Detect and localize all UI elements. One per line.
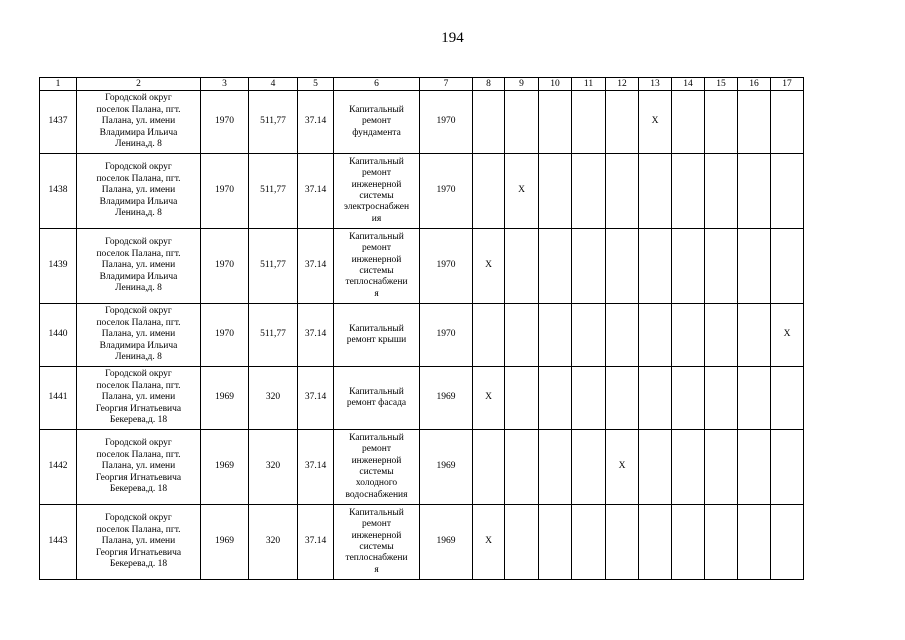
mark-cell bbox=[539, 91, 572, 154]
column-header: 13 bbox=[639, 78, 672, 91]
mark-cell bbox=[473, 154, 505, 229]
mark-cell: X bbox=[606, 430, 639, 505]
mark-cell bbox=[639, 304, 672, 367]
mark-cell bbox=[639, 154, 672, 229]
table-row bbox=[40, 430, 804, 505]
mark-cell bbox=[606, 505, 639, 580]
mark-cell bbox=[705, 505, 738, 580]
area-cell: 511,77 bbox=[249, 91, 298, 154]
mark-cell bbox=[738, 367, 771, 430]
mark-cell bbox=[606, 367, 639, 430]
row-number-cell: 1437 bbox=[40, 91, 77, 154]
mark-cell bbox=[705, 91, 738, 154]
mark-cell bbox=[539, 154, 572, 229]
address-cell: Городской округ поселок Палана, пгт. Палана, ул. имени Владимира Ильича Ленина,д. 8 bbox=[77, 154, 201, 229]
mark-cell bbox=[606, 229, 639, 304]
mark-cell bbox=[672, 91, 705, 154]
year-built-cell: 1969 bbox=[201, 430, 249, 505]
work-type-cell: Капитальный ремонт фасада bbox=[334, 367, 420, 430]
mark-cell bbox=[738, 430, 771, 505]
mark-cell: X bbox=[771, 304, 804, 367]
mark-cell bbox=[738, 91, 771, 154]
mark-cell bbox=[771, 430, 804, 505]
column-header: 3 bbox=[201, 78, 249, 91]
table-row bbox=[40, 154, 804, 229]
row-number-cell: 1439 bbox=[40, 229, 77, 304]
column-header: 5 bbox=[298, 78, 334, 91]
year-built-cell: 1969 bbox=[201, 367, 249, 430]
table-row bbox=[40, 367, 804, 430]
mark-cell bbox=[771, 367, 804, 430]
column-header: 10 bbox=[539, 78, 572, 91]
address-cell: Городской округ поселок Палана, пгт. Палана, ул. имени Георгия Игнатьевича Бекерева,д. 18 bbox=[77, 367, 201, 430]
year-built-cell: 1970 bbox=[201, 154, 249, 229]
mark-cell bbox=[572, 304, 606, 367]
mark-cell bbox=[771, 505, 804, 580]
mark-cell bbox=[672, 304, 705, 367]
mark-cell bbox=[572, 430, 606, 505]
table-row bbox=[40, 505, 804, 580]
plan-year-cell: 1969 bbox=[420, 367, 473, 430]
mark-cell bbox=[505, 505, 539, 580]
column-header: 6 bbox=[334, 78, 420, 91]
plan-year-cell: 1970 bbox=[420, 229, 473, 304]
mark-cell bbox=[505, 229, 539, 304]
row-number-cell: 1438 bbox=[40, 154, 77, 229]
mark-cell bbox=[505, 367, 539, 430]
work-type-cell: Капитальный ремонт инженерной системы теплоснабжени я bbox=[334, 505, 420, 580]
mark-cell bbox=[639, 229, 672, 304]
wear-cell: 37.14 bbox=[298, 367, 334, 430]
mark-cell bbox=[771, 91, 804, 154]
mark-cell bbox=[505, 91, 539, 154]
mark-cell bbox=[539, 430, 572, 505]
column-header: 1 bbox=[40, 78, 77, 91]
mark-cell: X bbox=[473, 229, 505, 304]
address-cell: Городской округ поселок Палана, пгт. Палана, ул. имени Владимира Ильича Ленина,д. 8 bbox=[77, 91, 201, 154]
mark-cell: X bbox=[639, 91, 672, 154]
address-cell: Городской округ поселок Палана, пгт. Палана, ул. имени Георгия Игнатьевича Бекерева,д. 18 bbox=[77, 505, 201, 580]
mark-cell bbox=[572, 229, 606, 304]
mark-cell bbox=[505, 430, 539, 505]
column-header: 2 bbox=[77, 78, 201, 91]
mark-cell bbox=[672, 430, 705, 505]
mark-cell bbox=[705, 430, 738, 505]
plan-year-cell: 1970 bbox=[420, 91, 473, 154]
mark-cell bbox=[572, 367, 606, 430]
wear-cell: 37.14 bbox=[298, 91, 334, 154]
mark-cell: X bbox=[505, 154, 539, 229]
column-header: 7 bbox=[420, 78, 473, 91]
row-number-cell: 1443 bbox=[40, 505, 77, 580]
mark-cell bbox=[639, 430, 672, 505]
mark-cell bbox=[738, 304, 771, 367]
year-built-cell: 1970 bbox=[201, 229, 249, 304]
column-header: 8 bbox=[473, 78, 505, 91]
mark-cell bbox=[738, 229, 771, 304]
mark-cell bbox=[606, 91, 639, 154]
mark-cell bbox=[473, 304, 505, 367]
column-header: 15 bbox=[705, 78, 738, 91]
wear-cell: 37.14 bbox=[298, 304, 334, 367]
plan-year-cell: 1970 bbox=[420, 304, 473, 367]
mark-cell: X bbox=[473, 505, 505, 580]
mark-cell bbox=[705, 367, 738, 430]
column-header: 4 bbox=[249, 78, 298, 91]
column-header: 12 bbox=[606, 78, 639, 91]
mark-cell bbox=[672, 367, 705, 430]
address-cell: Городской округ поселок Палана, пгт. Палана, ул. имени Владимира Ильича Ленина,д. 8 bbox=[77, 229, 201, 304]
work-type-cell: Капитальный ремонт инженерной системы холодного водоснабжения bbox=[334, 430, 420, 505]
mark-cell bbox=[473, 91, 505, 154]
work-type-cell: Капитальный ремонт инженерной системы теплоснабжени я bbox=[334, 229, 420, 304]
plan-year-cell: 1970 bbox=[420, 154, 473, 229]
wear-cell: 37.14 bbox=[298, 154, 334, 229]
mark-cell bbox=[639, 505, 672, 580]
mark-cell bbox=[738, 505, 771, 580]
row-number-cell: 1442 bbox=[40, 430, 77, 505]
mark-cell bbox=[672, 229, 705, 304]
row-number-cell: 1441 bbox=[40, 367, 77, 430]
mark-cell bbox=[705, 304, 738, 367]
mark-cell bbox=[539, 505, 572, 580]
year-built-cell: 1969 bbox=[201, 505, 249, 580]
area-cell: 511,77 bbox=[249, 154, 298, 229]
wear-cell: 37.14 bbox=[298, 430, 334, 505]
mark-cell: X bbox=[473, 367, 505, 430]
mark-cell bbox=[505, 304, 539, 367]
address-cell: Городской округ поселок Палана, пгт. Палана, ул. имени Георгия Игнатьевича Бекерева,д. 18 bbox=[77, 430, 201, 505]
mark-cell bbox=[672, 154, 705, 229]
column-number-row bbox=[40, 78, 804, 91]
area-cell: 511,77 bbox=[249, 304, 298, 367]
wear-cell: 37.14 bbox=[298, 229, 334, 304]
table-body bbox=[40, 78, 804, 580]
wear-cell: 37.14 bbox=[298, 505, 334, 580]
mark-cell bbox=[606, 154, 639, 229]
mark-cell bbox=[539, 229, 572, 304]
mark-cell bbox=[771, 229, 804, 304]
work-type-cell: Капитальный ремонт фундамента bbox=[334, 91, 420, 154]
year-built-cell: 1970 bbox=[201, 91, 249, 154]
column-header: 11 bbox=[572, 78, 606, 91]
table-row bbox=[40, 304, 804, 367]
mark-cell bbox=[672, 505, 705, 580]
column-header: 17 bbox=[771, 78, 804, 91]
column-header: 14 bbox=[672, 78, 705, 91]
row-number-cell: 1440 bbox=[40, 304, 77, 367]
column-header: 9 bbox=[505, 78, 539, 91]
plan-year-cell: 1969 bbox=[420, 505, 473, 580]
area-cell: 511,77 bbox=[249, 229, 298, 304]
register-table bbox=[39, 77, 804, 580]
page-number: 194 bbox=[441, 30, 464, 46]
mark-cell bbox=[572, 91, 606, 154]
mark-cell bbox=[705, 229, 738, 304]
mark-cell bbox=[639, 367, 672, 430]
mark-cell bbox=[572, 154, 606, 229]
table-row bbox=[40, 229, 804, 304]
mark-cell bbox=[705, 154, 738, 229]
mark-cell bbox=[606, 304, 639, 367]
mark-cell bbox=[771, 154, 804, 229]
work-type-cell: Капитальный ремонт инженерной системы электроснабжен ия bbox=[334, 154, 420, 229]
plan-year-cell: 1969 bbox=[420, 430, 473, 505]
mark-cell bbox=[539, 367, 572, 430]
work-type-cell: Капитальный ремонт крыши bbox=[334, 304, 420, 367]
area-cell: 320 bbox=[249, 430, 298, 505]
table-row bbox=[40, 91, 804, 154]
column-header: 16 bbox=[738, 78, 771, 91]
area-cell: 320 bbox=[249, 367, 298, 430]
mark-cell bbox=[473, 430, 505, 505]
address-cell: Городской округ поселок Палана, пгт. Палана, ул. имени Владимира Ильича Ленина,д. 8 bbox=[77, 304, 201, 367]
mark-cell bbox=[539, 304, 572, 367]
area-cell: 320 bbox=[249, 505, 298, 580]
mark-cell bbox=[738, 154, 771, 229]
year-built-cell: 1970 bbox=[201, 304, 249, 367]
mark-cell bbox=[572, 505, 606, 580]
